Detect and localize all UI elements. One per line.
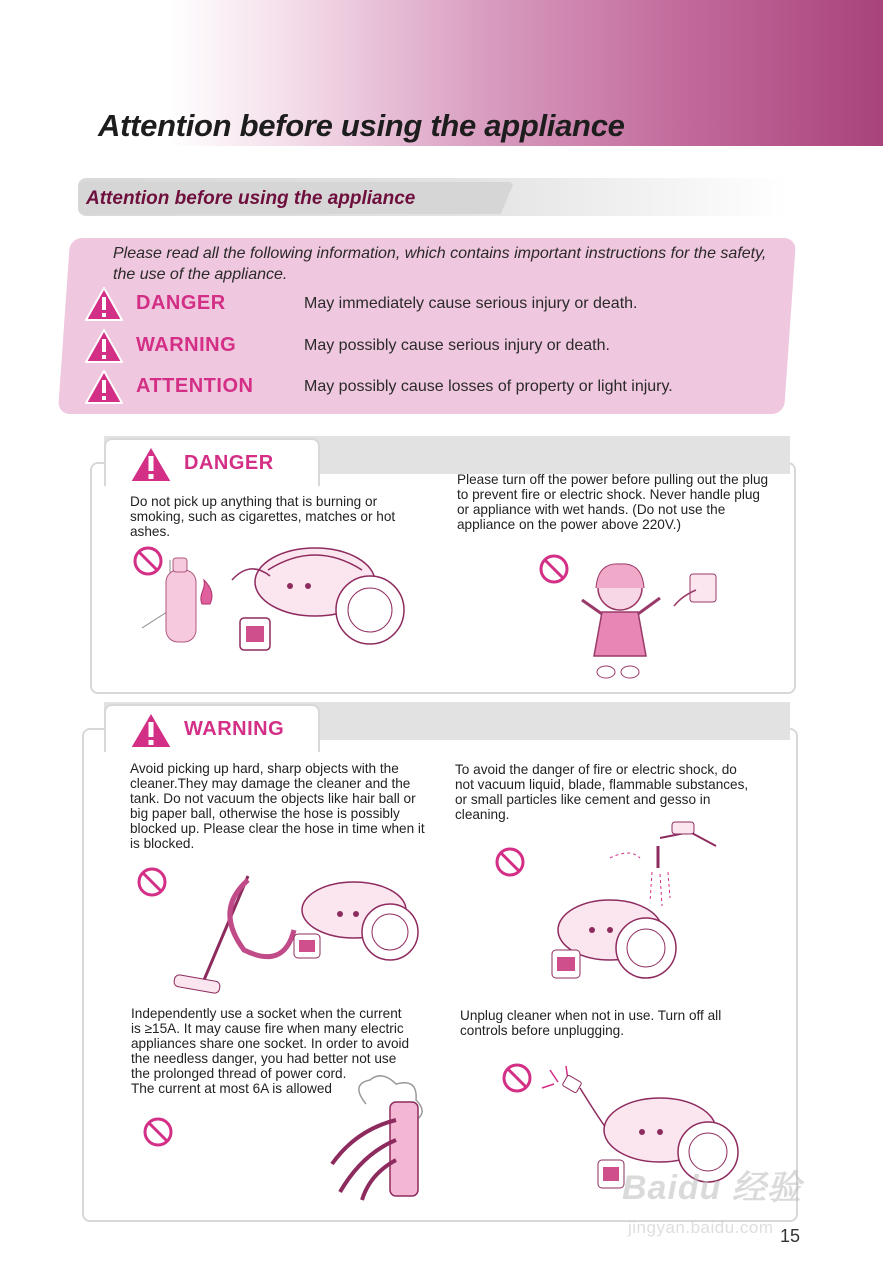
warning-top-left-text: Avoid picking up hard, sharp objects with the cleaner.They may damage the cleaner and the tank. Do not vacuum the objects like hair ball or big paper ball, otherwise the hose is possibly blocked up. Please clear the hose in time when it is blocked. <box>130 761 425 851</box>
overloaded-socket-illustration <box>326 1074 444 1204</box>
legend-description: May immediately cause serious injury or death. <box>304 295 638 312</box>
warning-triangle-icon <box>128 444 174 484</box>
warning-panel-tag <box>104 704 320 752</box>
warning-panel-title: WARNING <box>184 718 285 740</box>
legend-description: May possibly cause losses of property or light injury. <box>304 378 673 395</box>
prohibited-icon <box>501 1062 533 1094</box>
warning-top-right-text: To avoid the danger of fire or electric shock, do not vacuum liquid, blade, flammable substances, or small particles like cement and gesso in cleaning. <box>455 762 749 822</box>
section-title: Attention before using the appliance <box>86 188 416 209</box>
text-line: Independently use a socket when the current <box>131 1006 402 1021</box>
page-number: 15 <box>780 1226 801 1246</box>
legend-description: May possibly cause serious injury or death. <box>304 337 610 354</box>
vacuum-water-illustration <box>540 818 740 984</box>
watermark-url: jingyan.baidu.com <box>628 1218 774 1237</box>
page-title: Attention before using the appliance <box>98 108 625 143</box>
text-line: appliances share one socket. In order to avoid <box>131 1036 410 1051</box>
vacuum-fire-illustration <box>140 540 410 660</box>
prohibited-icon <box>142 1116 174 1148</box>
danger-panel-tag <box>104 438 320 486</box>
warning-triangle-icon <box>84 328 124 364</box>
legend-row-danger <box>84 286 784 322</box>
text-line: the prolonged thread of power cord. <box>131 1066 347 1081</box>
warning-bottom-right-text: Unplug cleaner when not in use. Turn off all controls before unplugging. <box>460 1008 722 1038</box>
watermark <box>622 1160 832 1250</box>
text-line: The current at most 6A is allowed <box>131 1081 332 1096</box>
legend-row-warning <box>84 328 784 364</box>
warning-triangle-icon <box>84 369 124 405</box>
intro-text: Please read all the following information, which contains important instructions for the safety, the use of the appliance. <box>113 245 767 283</box>
vacuum-hose-illustration <box>164 870 424 1000</box>
danger-right-text: Please turn off the power before pulling out the plug to prevent fire or electric shock. Never handle plug or appliance with wet hands. (Do not use the appliance on the power above 220V.) <box>457 472 769 532</box>
legend-row-attention <box>84 369 784 405</box>
legend-level: ATTENTION <box>136 375 254 397</box>
legend-level: WARNING <box>136 334 237 356</box>
legend-level: DANGER <box>136 292 226 314</box>
text-line: is ≥15A. It may cause fire when many electric <box>131 1021 404 1036</box>
watermark-logo: Baidu 经验 <box>622 1169 802 1207</box>
warning-triangle-icon <box>128 710 174 750</box>
prohibited-icon <box>494 846 526 878</box>
prohibited-icon <box>538 553 570 585</box>
danger-panel-title: DANGER <box>184 452 274 474</box>
text-line: the needless danger, you had better not use <box>131 1051 397 1066</box>
danger-left-text: Do not pick up anything that is burning or smoking, such as cigarettes, matches or hot ashes. <box>130 494 396 539</box>
girl-socket-illustration <box>578 556 728 682</box>
warning-triangle-icon <box>84 286 124 322</box>
